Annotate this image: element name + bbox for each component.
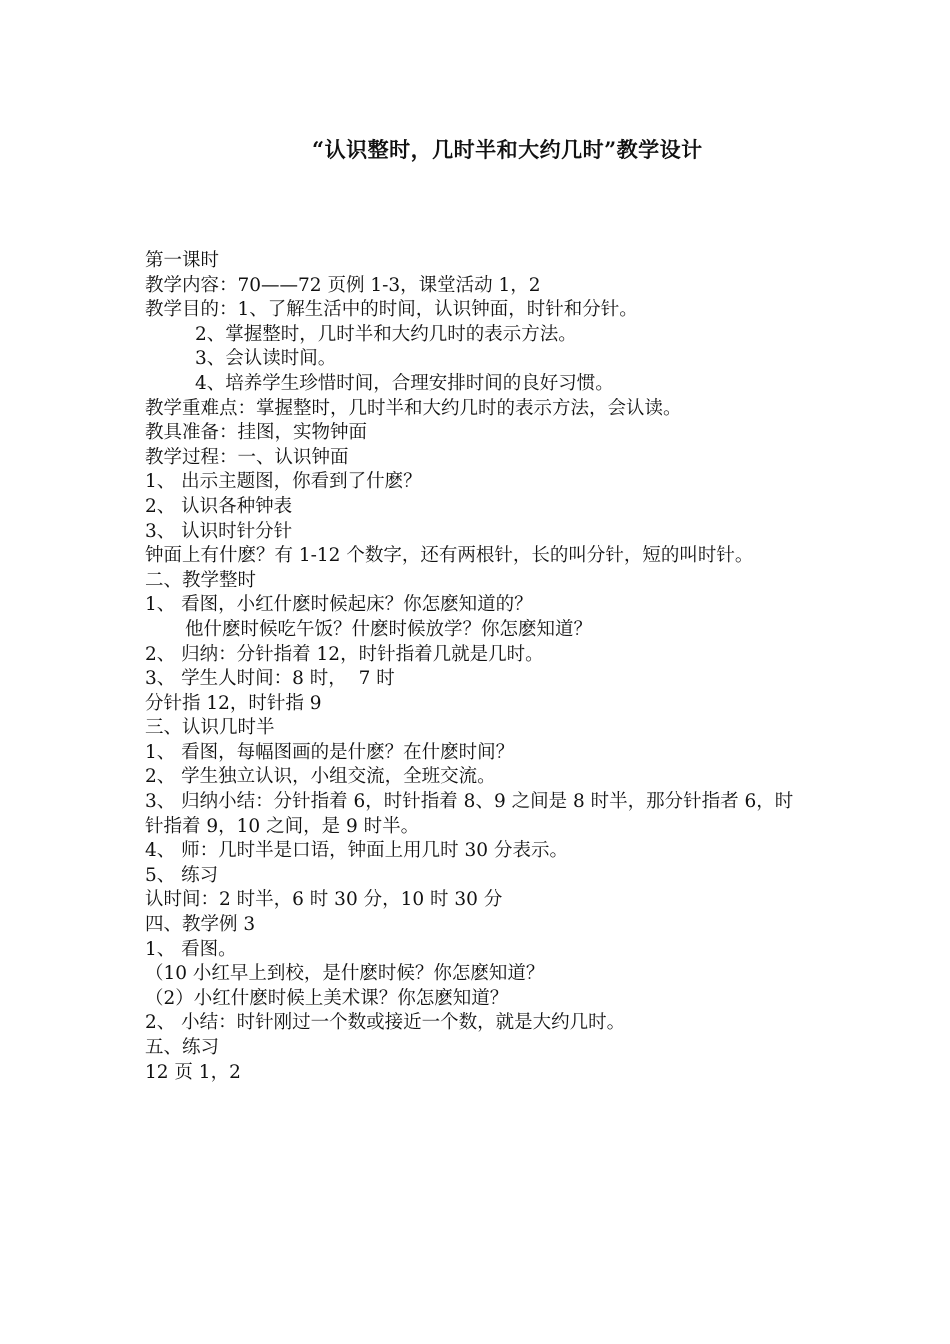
text-line: 分针指 12，时针指 9 — [145, 692, 322, 714]
text-line: 他什麽时候吃午饭？什麽时候放学？你怎麽知道？ — [185, 618, 593, 640]
text-line: 5、 练习 — [145, 864, 219, 886]
text-line: 2、 认识各种钟表 — [145, 495, 293, 517]
text-line: 1、 看图，小红什麽时候起床？你怎麽知道的？ — [145, 594, 533, 616]
text-line: 3、 认识时针分针 — [145, 520, 293, 542]
text-line: 2、 小结：时针刚过一个数或接近一个数，就是大约几时。 — [145, 1012, 626, 1034]
section-heading: 三、认识几时半 — [145, 717, 275, 739]
text-paragraph: 3、 归纳小结：分针指着 6，时针指着 8、9 之间是 8 时半，那分针指者 6，时针指着 9，10 之间，是 9 时半。 — [145, 791, 794, 837]
text-paragraph: 钟面上有什麽？有 1-12 个数字，还有两根针，长的叫分针，短的叫时针。 — [145, 545, 754, 567]
text-line: 3、 学生人时间：8 时， 7 时 — [145, 668, 395, 690]
text-line: 4、 师：几时半是口语，钟面上用几时 30 分表示。 — [145, 840, 568, 862]
text-line: 认时间：2 时半，6 时 30 分，10 时 30 分 — [145, 889, 503, 911]
text-line: 1、 看图。 — [145, 938, 237, 960]
text-line: 2、 学生独立认识，小组交流，全班交流。 — [145, 766, 496, 788]
section-heading: 二、教学整时 — [145, 569, 257, 591]
section-heading: 五、练习 — [145, 1037, 220, 1058]
text-line: 教学内容：70——72 页例 1-3，课堂活动 1，2 — [145, 274, 541, 296]
document-title: “认识整时，几时半和大约几时”教学设计 — [312, 137, 703, 162]
text-line: 教学过程：一、认识钟面 — [145, 446, 349, 468]
text-line: 教具准备：挂图，实物钟面 — [145, 422, 368, 444]
text-line: 2、 归纳：分针指着 12，时针指着几就是几时。 — [145, 643, 544, 665]
text-line: 教学重难点：掌握整时，几时半和大约几时的表示方法，会认读。 — [145, 397, 682, 419]
text-line: （2）小红什麽时候上美术课？你怎麽知道？ — [145, 987, 509, 1009]
text-line: 1、 看图，每幅图画的是什麽？在什麽时间？ — [145, 741, 515, 763]
text-line: 1、 出示主题图，你看到了什麽？ — [145, 471, 422, 493]
text-line: 3、会认读时间。 — [195, 348, 337, 370]
text-line: （10 小红早上到校，是什麽时候？你怎麽知道？ — [145, 963, 545, 985]
document-body — [145, 249, 825, 1085]
text-line: 第一课时 — [145, 250, 220, 271]
text-line: 12 页 1，2 — [145, 1061, 241, 1083]
section-heading: 四、教学例 3 — [145, 914, 256, 936]
text-line: 4、培养学生珍惜时间，合理安排时间的良好习惯。 — [195, 372, 614, 394]
text-line: 教学目的：1、了解生活中的时间，认识钟面，时针和分针。 — [145, 299, 638, 321]
text-line: 2、掌握整时，几时半和大约几时的表示方法。 — [195, 323, 577, 345]
